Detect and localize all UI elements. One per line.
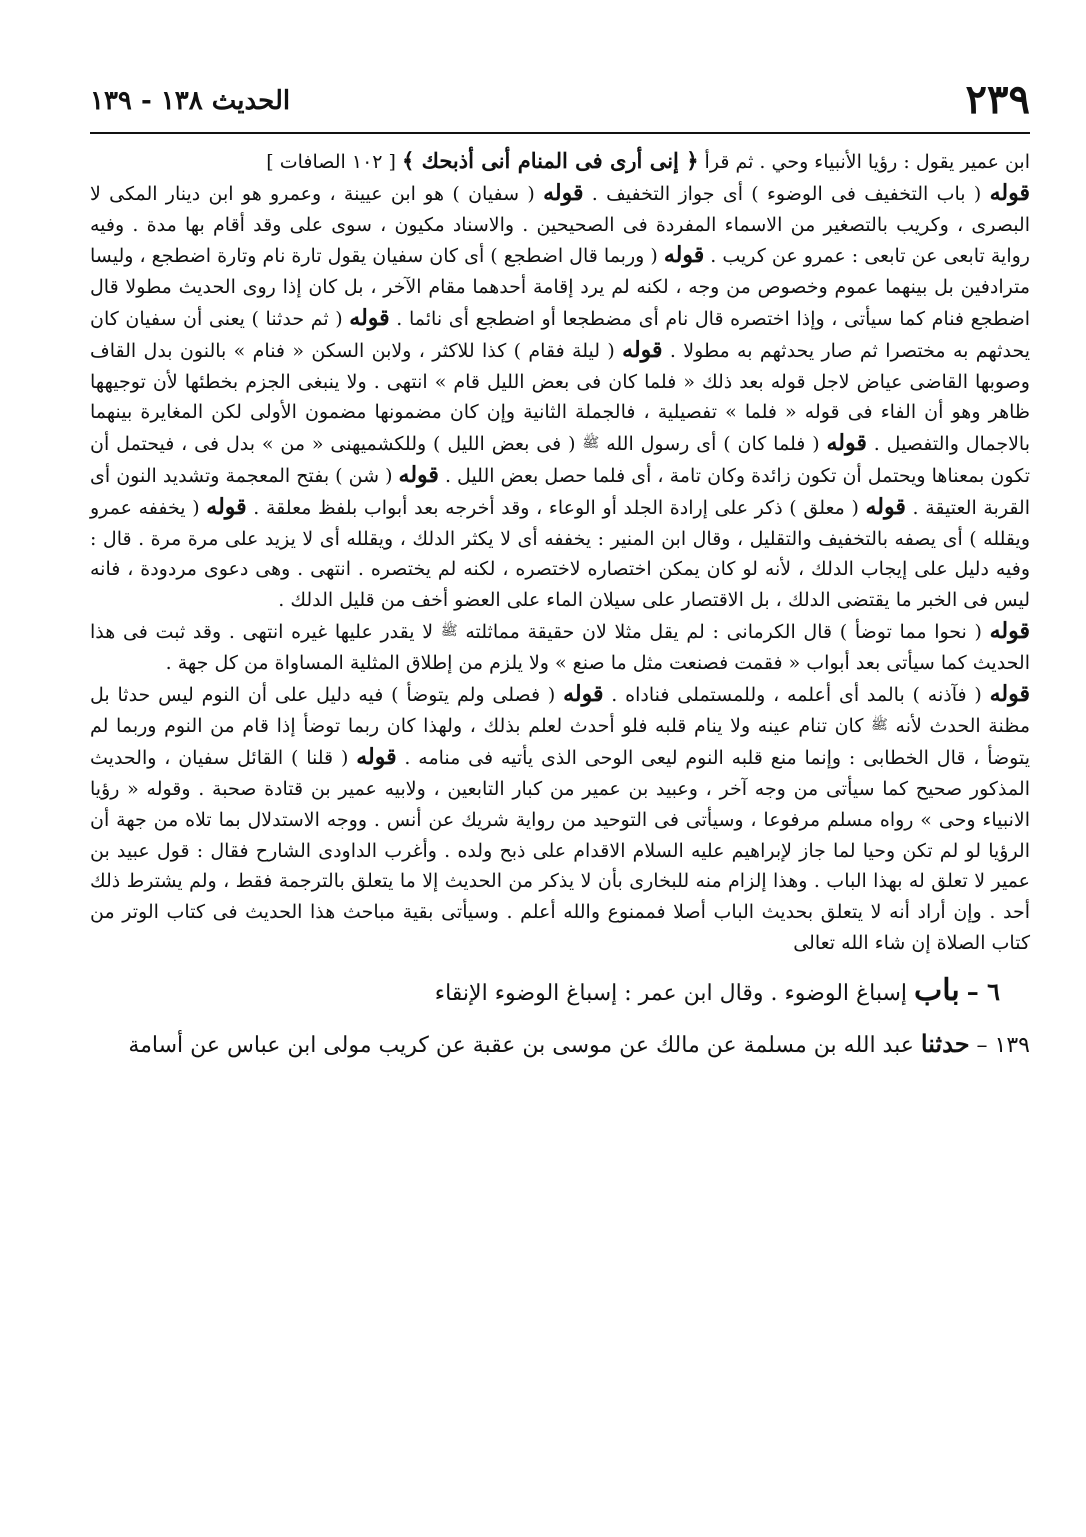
qawluhu-keyword: قوله xyxy=(989,179,1030,206)
text-segment: ( فى بعض الليل ) وللكشميهنى « من » بدل فى ، فيحتمل أن تكون بمعناها ويحتمل أن تكون زائدة وكان تامة ، أى فلما حصل بعض الليل . xyxy=(90,433,1030,487)
qawluhu-keyword: قوله xyxy=(989,680,1031,707)
text-segment: ( ثم حدثنا ) يعنى أن سفيان كان يحدثهم به مختصرا ثم صار يحدثهم به مطولا . xyxy=(90,307,1031,362)
qawluhu-keyword: قوله xyxy=(206,493,247,520)
text-segment: ( فصلى ولم يتوضأ ) فيه دليل على أن النوم ليس حدثا بل مظنة الحدث لأنه xyxy=(90,683,1030,738)
paragraph-2 xyxy=(90,178,1030,616)
qawluhu-keyword: قوله xyxy=(563,680,604,707)
page-header xyxy=(90,68,1030,132)
qawluhu-keyword: قوله xyxy=(826,430,867,457)
qawluhu-keyword: قوله xyxy=(543,179,584,206)
text-segment: ( يخففه عمرو ويقلله ) أى يصفه بالتخفيف والتقليل ، وقال ابن المنير : يخففه أى لا يكثر الدلك ، ويقلله أى لا يزيد على مرة مرة . قال : وفيه دليل على إيجاب الدلك ، لأنه لو كان يمكن اختصاره لاختصره ، لكنه لم يختصره . انتهى . وهى دعوى مردودة ، فانه ليس فى الخبر ما يقتضى الدلك ، بل الاقتصار على سيلان الماء على العضو أخف من قليل الدلك . xyxy=(90,496,1030,612)
text-segment: ( وربما قال اضطجع ) أى كان سفيان يقول تارة نام وتارة اضطجع ، وليسا مترادفين بل بينهما عموم وخصوص من وجه ، لكنه لم يرد إقامة أحدهما مقام الآخر ، بل كان إذا روى الحديث مطولا قال اضطجع فنام كما سيأتى ، وإذا اختصره قال نام أى مضطجعا أو اضطجع أى نائما . xyxy=(90,245,1031,330)
section-title: إسباغ الوضوء . وقال ابن عمر : إسباغ الوضوء الإنقاء xyxy=(434,980,915,1006)
text-segment: ( باب التخفيف فى الوضوء ) أى جواز التخفيف . xyxy=(583,182,990,205)
qawluhu-keyword: قوله xyxy=(663,242,705,269)
hadith-number: ١٣٩ – xyxy=(976,1032,1030,1058)
salla-ligature-icon: ﷺ xyxy=(871,717,888,734)
qawluhu-keyword: قوله xyxy=(398,461,439,488)
running-title: الحديث ١٣٨ - ١٣٩ xyxy=(90,86,291,116)
qawluhu-keyword: قوله xyxy=(989,617,1030,644)
text-segment: ( قلنا ) القائل سفيان ، والحديث المذكور صحيح كما سيأتى من وجه آخر ، وعبيد بن عمير من كبار التابعين ، ولابيه عمير بن قتادة صحبة . وقوله « رؤيا الانبياء وحى » رواه مسلم مرفوعا ، وسيأتى فى التوحيد من رواية شريك عن أنس . ووجه الاستدلال بما تلاه من جهة أن الرؤيا لو لم تكن وحيا لما جاز لإبراهيم عليه السلام الاقدام على ذبح ولده . وأغرب الداودى الشارح فقال : قول عبيد بن عمير لا تعلق له بهذا الباب . وهذا إلزام منه للبخارى بأن لا يذكر من الحديث إلا ما يتعلق بالترجمة فقط ، ولم يشترط ذلك أحد . وإن أراد أنه لا يتعلق بحديث الباب أصلا فممنوع والله أعلم . وسيأتى بقية مباحث هذا الحديث فى كتاب الوتر من كتاب الصلاة إن شاء الله تعالى xyxy=(90,747,1030,954)
text-segment: ( شن ) بفتح المعجمة وتشديد النون أى القربة العتيقة . xyxy=(90,464,1030,519)
text-segment: ( معلق ) ذكر على إرادة الجلد أو الوعاء ، وقد أخرجه بعد أبواب بلفظ معلقة . xyxy=(246,496,866,519)
text-segment: ( سفيان ) هو ابن عيينة ، وعمرو هو ابن دينار المكى لا البصرى ، وكريب بالتصغير من الاسماء المفردة فى الصحيحين . والاسناد مكيون ، سوى على وقد أقام بها مدة . وفيه رواية تابعى عن تابعى : عمرو عن كريب . xyxy=(90,182,1030,268)
page-number: ٢٣٩ xyxy=(965,76,1030,123)
paragraph-3 xyxy=(90,616,1030,679)
hadith-isnad: عبد الله بن مسلمة عن مالك عن موسى بن عقبة عن كريب مولى ابن عباس عن أسامة xyxy=(128,1032,921,1058)
salla-ligature-icon: ﷺ xyxy=(582,435,600,452)
qawluhu-keyword: قوله xyxy=(349,304,390,331)
text-segment: [ ١٠٢ الصافات ] xyxy=(266,151,402,173)
paragraph-1 xyxy=(90,146,1030,178)
text-segment: ( فلما كان ) أى رسول الله xyxy=(599,433,827,456)
commentary-body xyxy=(90,146,1030,959)
paragraph-4 xyxy=(90,679,1030,959)
text-segment: ( فآذنه ) بالمد أى أعلمه ، وللمستملى فناداه . xyxy=(603,683,990,706)
section-heading xyxy=(90,973,1030,1012)
text-segment: ( ليلة فقام ) كذا للاكثر ، ولابن السكن « فنام » بالنون بدل القاف وصوبها القاضى عياض لاجل قوله بعد ذلك « فلما كان فى بعض الليل قام » انتهى . ولا ينبغى الجزم بخطئها لأن توجيهها ظاهر وهو أن الفاء فى قوله « فلما » تفصيلية ، فالجملة الثانية وإن كان مضمونها مضمون الأولى لكن المغايرة بينهما بالاجمال والتفصيل . xyxy=(90,339,1030,456)
document-page xyxy=(90,68,1030,1064)
qawluhu-keyword: قوله xyxy=(865,493,906,520)
haddathana-label: حدثنا xyxy=(920,1028,970,1058)
header-rule xyxy=(90,132,1030,134)
text-segment: لا يقدر عليها غيره انتهى . وقد ثبت فى هذا الحديث كما سيأتى بعد أبواب « فقمت فصنعت مثل ما صنع » ولا يلزم من إطلاق المثلية المساواة من كل جهة . xyxy=(90,620,1030,674)
hadith-line xyxy=(90,1026,1030,1064)
text-segment: ( نحوا مما توضأ ) قال الكرمانى : لم يقل مثلا لان حقيقة مماثلته xyxy=(457,620,990,643)
quran-quote: ﴿ إنى أرى فى المنام أنى أذبحك ﴾ xyxy=(402,148,699,173)
qawluhu-keyword: قوله xyxy=(356,744,397,771)
text-segment: كان تنام عينه ولا ينام قلبه فلو أحدث لعلم بذلك ، ولهذا كان ربما توضأ إذا قام من النوم وربما لم يتوضأ ، قال الخطابى : وإنما منع قلبه النوم ليعى الوحى الذى يأتيه فى منامه . xyxy=(90,715,1030,770)
text-segment: ابن عمير يقول : رؤيا الأنبياء وحي . ثم قرأ xyxy=(698,151,1030,173)
section-number: ٦ – xyxy=(966,976,1000,1006)
bab-label: باب xyxy=(914,972,960,1008)
salla-ligature-icon: ﷺ xyxy=(440,622,458,639)
qawluhu-keyword: قوله xyxy=(622,336,663,363)
